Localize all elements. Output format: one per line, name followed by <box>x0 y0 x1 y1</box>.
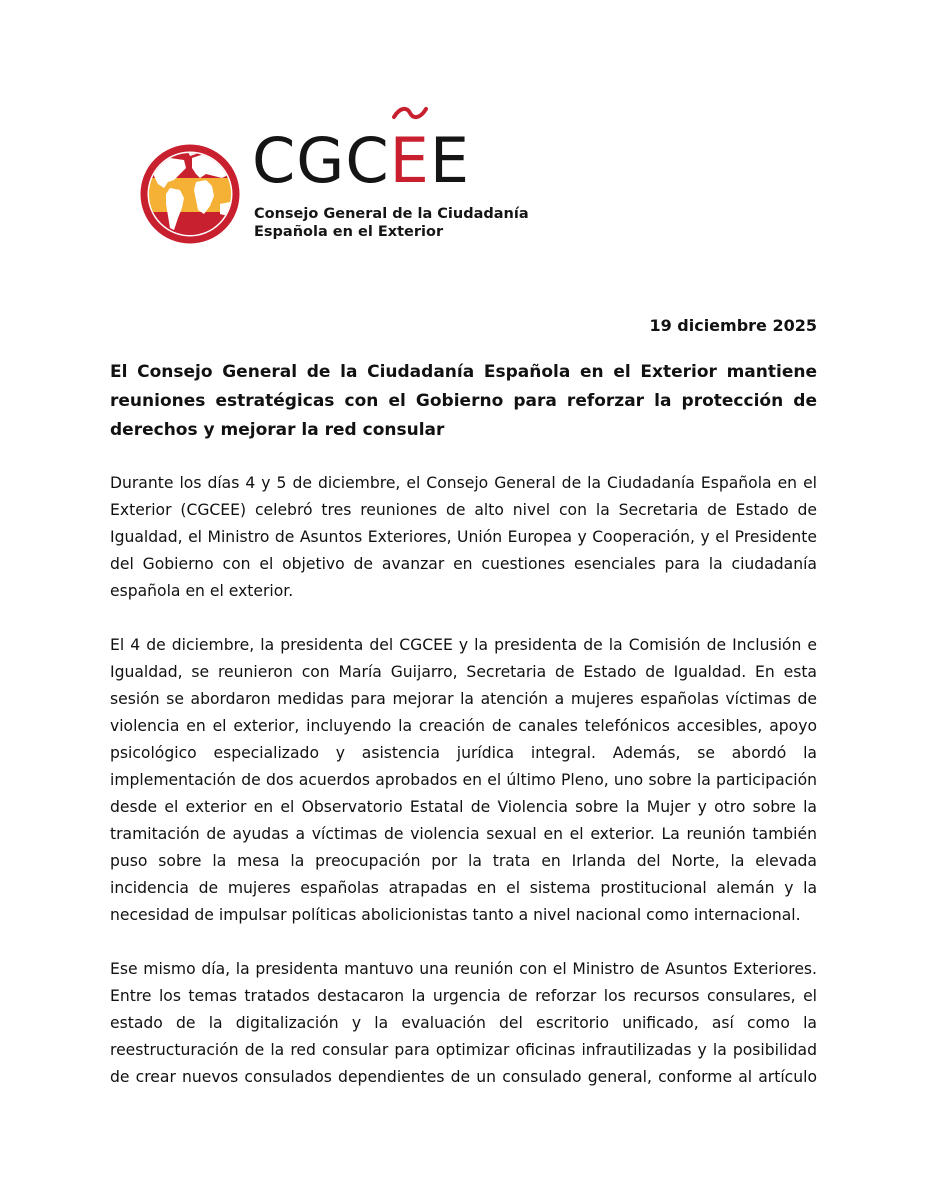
tilde-mark <box>391 106 429 120</box>
wordmark-prefix: CGC <box>252 124 390 197</box>
logo-subtitle-line2: Española en el Exterior <box>254 224 444 240</box>
body-paragraph: Ese mismo día, la presidenta mantuvo una reunión con el Ministro de Asuntos Exteriores. Entre los temas tratados destacaron la urgencia de reforzar los recursos consulares, el estado de la digitalización y la evaluación del escritorio unificado, así como la reestructuración de la red consular para optimizar oficinas infrautilizadas y la posibilidad de crear nuevos consulados dependientes de un consulado general, conforme al artículo <box>110 960 817 1086</box>
logo-subtitle-line1: Consejo General de la Ciudadanía <box>254 206 529 222</box>
globe-icon <box>140 144 240 244</box>
press-release-headline: El Consejo General de la Ciudadanía Española en el Exterior mantiene reuniones estratégicas con el Gobierno para reforzar la protección de derechos y mejorar la red consular <box>110 362 817 440</box>
wordmark-accent-letter: E <box>390 126 430 196</box>
wordmark-suffix: E <box>429 124 471 197</box>
logo-subtitle <box>254 205 529 241</box>
cgcee-logo <box>140 120 529 250</box>
body-paragraph: Durante los días 4 y 5 de diciembre, el Consejo General de la Ciudadanía Española en el Exterior (CGCEE) celebró tres reuniones de alto nivel con la Secretaria de Estado de Igualdad, el Ministro de Asuntos Exteriores, Unión Europea y Cooperación, y el Presidente del Gobierno con el objetivo de avanzar en cuestiones esenciales para la ciudadanía española en el exterior. <box>110 474 817 600</box>
body-paragraph: El 4 de diciembre, la presidenta del CGCEE y la presidenta de la Comisión de Inclusión e Igualdad, se reunieron con María Guijarro, Secretaria de Estado de Igualdad. En esta sesión se abordaron medidas para mejorar la atención a mujeres españolas víctimas de violencia en el exterior, incluyendo la creación de canales telefónicos accesibles, apoyo psicológico especializado y asistencia jurídica integral. Además, se abordó la implementación de dos acuerdos aprobados en el último Pleno, uno sobre la participación desde el exterior en el Observatorio Estatal de Violencia sobre la Mujer y otro sobre la tramitación de ayudas a víctimas de violencia sexual en el exterior. La reunión también puso sobre la mesa la preocupación por la trata en Irlanda del Norte, la elevada incidencia de mujeres españolas atrapadas en el sistema prostitucional alemán y la necesidad de impulsar políticas abolicionistas tanto a nivel nacional como internacional. <box>110 636 817 924</box>
logo-wordmark <box>252 126 470 196</box>
press-release-date: 19 diciembre 2025 <box>649 316 817 335</box>
press-release-body <box>110 470 817 1118</box>
